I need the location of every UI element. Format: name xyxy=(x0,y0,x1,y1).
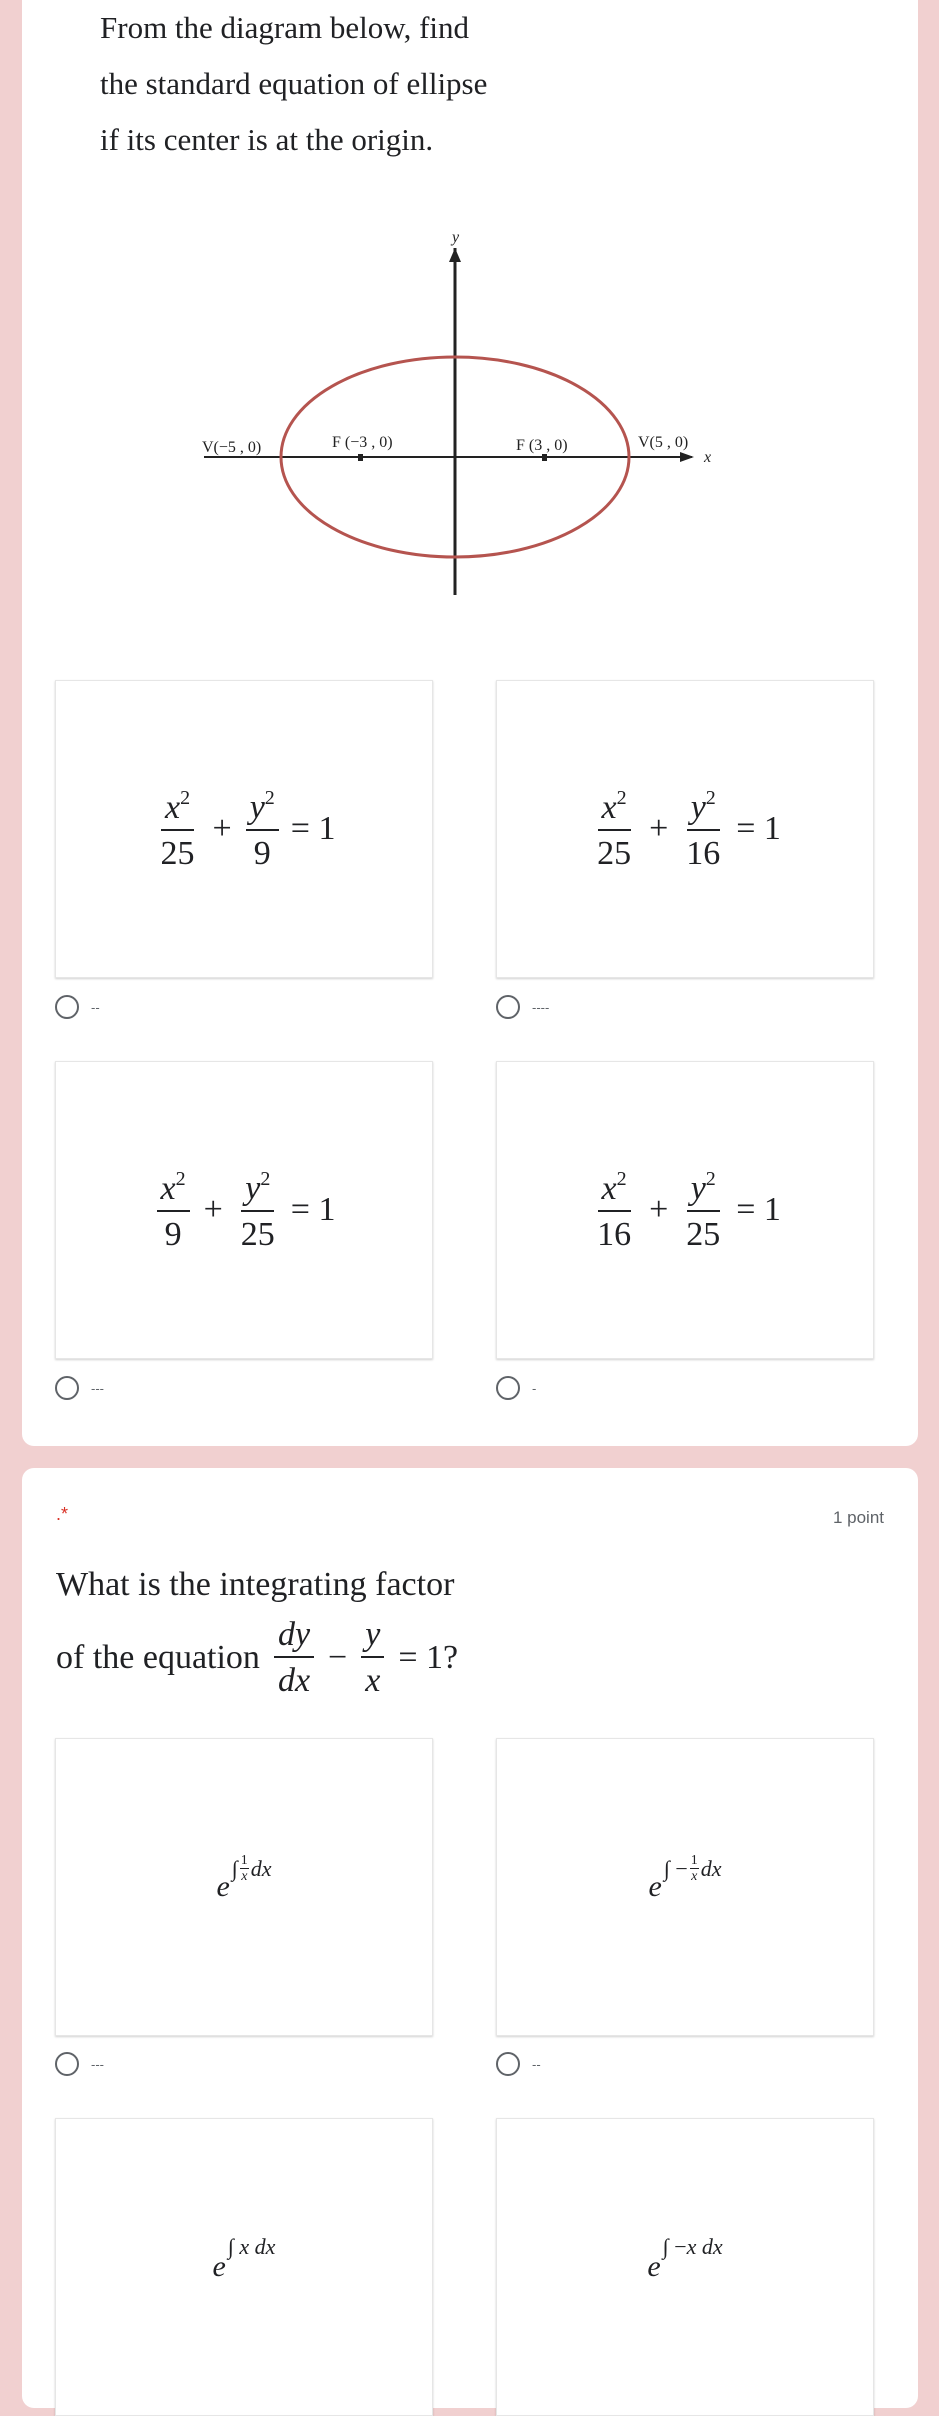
option-label-3: --- xyxy=(91,1380,104,1396)
vertex-right-label: V(5 , 0) xyxy=(638,434,689,451)
integrating-factor-option-3: e ∫ x dx xyxy=(212,2234,276,2283)
radio-option-4[interactable] xyxy=(496,1376,520,1400)
option-row-4[interactable] xyxy=(496,1376,536,1400)
focus-right-mark xyxy=(542,454,547,461)
x-axis-arrow xyxy=(680,452,694,462)
focus-left-mark xyxy=(358,454,363,461)
question-line-2: of the equation $\frac{dy}{dx}$ − $\frac{y}{x}$ = 1? xyxy=(56,1616,459,1699)
equation-option-4: $\frac{x^2}{16}$ + $\frac{y^2}{25}$ = 1 xyxy=(597,1167,781,1253)
x-axis-label: x xyxy=(704,449,712,466)
radio-option-3[interactable] xyxy=(55,1376,79,1400)
y-axis-arrow xyxy=(449,248,461,262)
radio-option-1[interactable] xyxy=(55,2052,79,2076)
option-row-2[interactable] xyxy=(496,2052,541,2076)
option-label-2: ---- xyxy=(532,999,550,1015)
option-image-2[interactable] xyxy=(496,680,874,978)
equation-option-1: $\frac{x^2}{25}$ + $\frac{y^2}{9}$ = 1 xyxy=(160,786,336,872)
option-image-3[interactable] xyxy=(55,1061,433,1359)
option-label-4: - xyxy=(532,1380,537,1396)
question-card-integrating-factor xyxy=(22,1468,918,2408)
equation-option-2: $\frac{x^2}{25}$ + $\frac{y^2}{16}$ = 1 xyxy=(597,786,781,872)
option-label-1: --- xyxy=(91,2056,104,2072)
ellipse-diagram xyxy=(172,220,772,600)
question-line-1: From the diagram below, find xyxy=(100,10,470,45)
vertex-left-label: V(−5 , 0) xyxy=(202,439,262,456)
question-line-2: the standard equation of ellipse xyxy=(100,66,488,101)
points-label: 1 point xyxy=(832,1508,884,1527)
focus-right-label: F (3 , 0) xyxy=(516,437,568,454)
integrating-factor-option-1: e ∫ 1 x dx xyxy=(216,1853,272,1903)
focus-left-label: F (−3 , 0) xyxy=(332,434,393,451)
equation-option-3: $\frac{x^2}{9}$ + $\frac{y^2}{25}$ = 1 xyxy=(153,1169,336,1252)
option-image-3[interactable] xyxy=(55,2118,433,2416)
option-image-4[interactable] xyxy=(496,1061,874,1359)
integrating-factor-option-4: e ∫ − x dx xyxy=(647,2234,723,2283)
question-prefix: of the equation xyxy=(56,1639,260,1676)
option-image-2[interactable] xyxy=(496,1738,874,2036)
option-row-3[interactable] xyxy=(55,1376,104,1400)
required-marker: .* xyxy=(56,1504,69,1524)
option-label-2: -- xyxy=(532,2056,541,2072)
option-image-1[interactable] xyxy=(55,680,433,978)
option-row-1[interactable] xyxy=(55,2052,104,2076)
question-card-ellipse xyxy=(22,0,918,1446)
y-axis-label: y xyxy=(452,229,460,246)
integrating-factor-option-2: e ∫ − $\frac{1}{x}$ dx xyxy=(648,1853,722,1903)
option-row-1[interactable] xyxy=(55,995,100,1019)
option-image-4[interactable] xyxy=(496,2118,874,2416)
option-label-1: -- xyxy=(91,999,100,1015)
option-row-2[interactable] xyxy=(496,995,549,1019)
fraction-dy-dx: $\frac{dy}{dx}$ xyxy=(274,1618,314,1698)
radio-option-1[interactable] xyxy=(55,995,79,1019)
radio-option-2[interactable] xyxy=(496,995,520,1019)
question-line-1: What is the integrating factor xyxy=(56,1566,455,1603)
radio-option-2[interactable] xyxy=(496,2052,520,2076)
option-image-1[interactable] xyxy=(55,1738,433,2036)
question-line-3: if its center is at the origin. xyxy=(100,122,434,157)
fraction-y-x: $\frac{y}{x}$ xyxy=(361,1618,384,1698)
